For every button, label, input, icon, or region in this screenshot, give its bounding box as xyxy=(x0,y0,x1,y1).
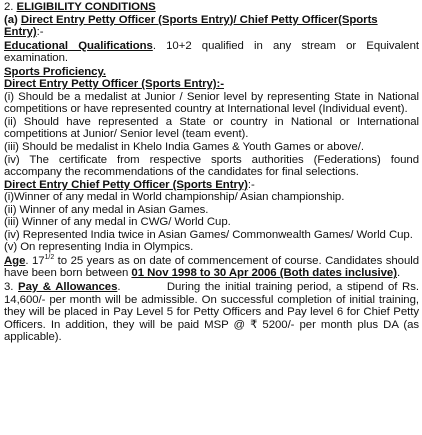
age-text-end: . xyxy=(396,267,401,280)
section-title: ELIGIBILITY CONDITIONS xyxy=(16,1,156,13)
age-superscript: 1/2 xyxy=(44,254,55,262)
section-number: 2. xyxy=(4,1,14,13)
part-a-suffix: :- xyxy=(36,26,44,39)
list-item: (v) On representing India in Olympics. xyxy=(4,241,194,254)
petty-officer-title: Direct Entry Petty Officer (Sports Entry):- xyxy=(4,78,225,91)
age-label: Age xyxy=(4,254,26,267)
petty-officer-heading xyxy=(4,78,419,91)
chief-petty-officer-suffix: :- xyxy=(247,178,255,191)
section-heading xyxy=(4,1,419,14)
list-item: (iii) Winner of any medal in CWG/ World Cup. xyxy=(4,216,231,229)
pay-paragraph xyxy=(4,281,422,344)
eligibility-document xyxy=(4,1,422,344)
educational-qualifications xyxy=(4,40,419,65)
petty-officer-list xyxy=(4,91,419,179)
part-a-heading xyxy=(4,14,419,39)
part-a-title: Direct Entry Petty Officer (Sports Entry)/ Chief Petty Officer(Sports Entry) xyxy=(4,13,378,39)
chief-petty-officer-title: Direct Entry Chief Petty Officer (Sports Entry) xyxy=(4,178,248,191)
educational-label: Educational Qualifications xyxy=(4,39,153,52)
age-text: to 25 years as on date of commencement of course. Candidates should have been born between xyxy=(4,254,419,280)
chief-petty-officer-list xyxy=(4,191,419,254)
sports-label: Sports Proficiency. xyxy=(4,65,107,78)
list-item: (i) Should be a medalist at Junior / Senior level by representing State in National competitions or have represented country at International level (Individual event). xyxy=(4,90,419,116)
chief-petty-officer-heading xyxy=(4,179,419,192)
list-item: (i)Winner of any medal in World championship/ Asian championship. xyxy=(4,191,345,204)
age-paragraph xyxy=(4,255,419,280)
list-item: (ii) Winner of any medal in Asian Games. xyxy=(4,203,209,216)
educational-text: . 10+2 qualified in any stream or Equivalent examination. xyxy=(4,39,419,65)
pay-label: Pay & Allowances xyxy=(18,281,118,294)
age-dates: 01 Nov 1998 to 30 Apr 2006 (Both dates inclusive) xyxy=(131,267,397,280)
list-item: (ii) Should have represented a State or country in National or International competitions at Junior/ Senior level (team event). xyxy=(4,115,419,141)
list-item: (iii) Should be medalist in Khelo India Games & Youth Games or above/. xyxy=(4,141,364,154)
part-a-marker: (a) xyxy=(4,13,18,26)
pay-text: . During the initial training period, a stipend of Rs. 14,600/- per month will be admissible. On successful completion of initial training, they will be placed in Pay Level 5 for Petty Officers and Pay level 6 for Chief Petty Officers. In addition, they will be paid MSP @ ₹ 5200/- per month plus DA (as applicable). xyxy=(4,281,422,344)
age-value: . 17 xyxy=(25,254,45,267)
pay-number: 3. xyxy=(4,281,14,294)
list-item: (iv) Represented India twice in Asian Games/ Commonwealth Games/ World Cup. xyxy=(4,228,413,241)
list-item: (iv) The certificate from respective sports authorities (Federations) found accompany the recommendations of the candidates for final selections. xyxy=(4,153,419,179)
sports-proficiency xyxy=(4,66,419,79)
